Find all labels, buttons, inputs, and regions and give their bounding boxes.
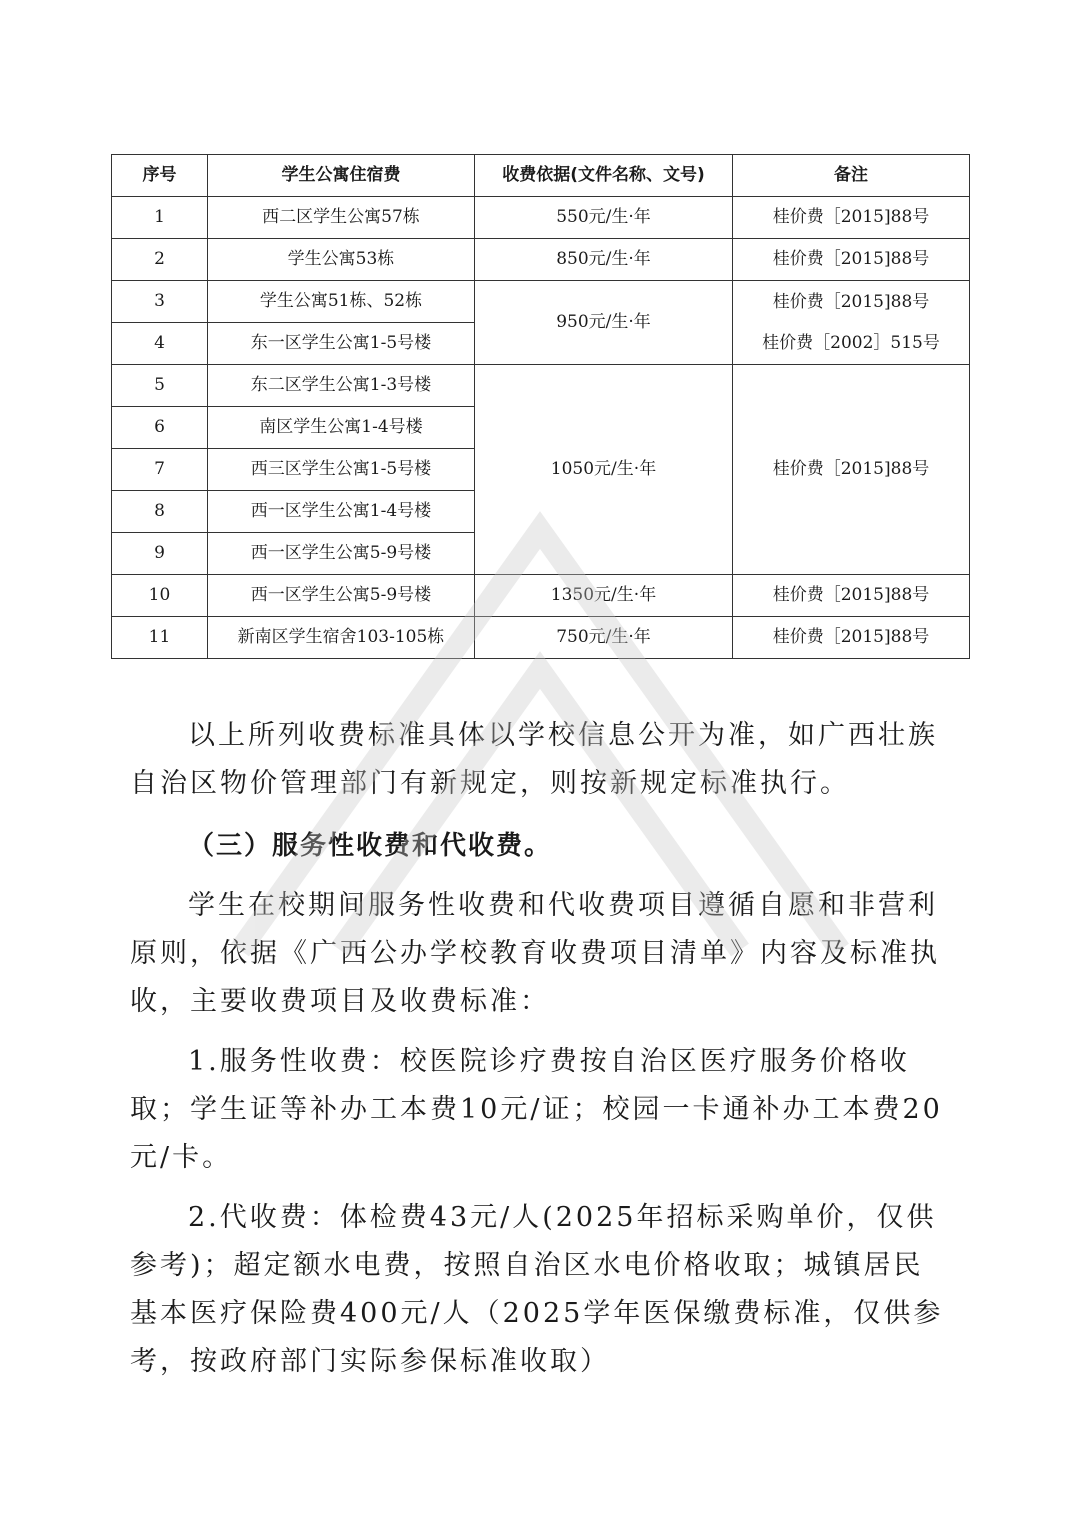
row-name: 西一区学生公寓1-4号楼	[208, 491, 475, 533]
note-line: 桂价费［2002］515号	[762, 332, 940, 353]
row-note: 桂价费［2015]88号	[733, 239, 970, 281]
table-row	[112, 617, 970, 659]
row-no: 7	[112, 449, 208, 491]
row-fee: 550元/生·年	[475, 197, 733, 239]
row-no: 10	[112, 575, 208, 617]
row-no: 8	[112, 491, 208, 533]
row-name: 学生公寓53栋	[208, 239, 475, 281]
row-fee: 850元/生·年	[475, 239, 733, 281]
row-fee: 1350元/生·年	[475, 575, 733, 617]
paragraph-service-fee-intro: 学生在校期间服务性收费和代收费项目遵循自愿和非营利原则，依据《广西公办学校教育收费项目清单》内容及标准执收，主要收费项目及收费标准：	[130, 890, 940, 1017]
paragraph-fee-standard-note: 以上所列收费标准具体以学校信息公开为准，如广西壮族自治区物价管理部门有新规定，则按新规定标准执行。	[130, 720, 938, 799]
row-name: 西二区学生公寓57栋	[208, 197, 475, 239]
table-row	[112, 239, 970, 281]
note-line: 桂价费［2015]88号	[772, 291, 930, 312]
row-note: 桂价费［2015]88号	[733, 617, 970, 659]
table-row	[112, 197, 970, 239]
accommodation-fee-table	[111, 154, 970, 659]
row-no: 6	[112, 407, 208, 449]
row-no: 11	[112, 617, 208, 659]
row-note: 桂价费［2015]88号	[733, 197, 970, 239]
row-no: 4	[112, 323, 208, 365]
header-dorm-fee: 学生公寓住宿费	[208, 155, 475, 197]
row-fee-merged: 1050元/生·年	[475, 365, 733, 575]
header-no: 序号	[112, 155, 208, 197]
row-no: 9	[112, 533, 208, 575]
row-name: 学生公寓51栋、52栋	[208, 281, 475, 323]
document-body	[130, 712, 950, 1386]
row-name: 西一区学生公寓5-9号楼	[208, 575, 475, 617]
header-note: 备注	[733, 155, 970, 197]
row-fee: 750元/生·年	[475, 617, 733, 659]
row-name: 西一区学生公寓5-9号楼	[208, 533, 475, 575]
row-name: 东一区学生公寓1-5号楼	[208, 323, 475, 365]
row-no: 3	[112, 281, 208, 323]
row-name: 南区学生公寓1-4号楼	[208, 407, 475, 449]
row-no: 2	[112, 239, 208, 281]
section-heading: （三）服务性收费和代收费。	[188, 831, 553, 861]
row-fee-merged: 950元/生·年	[475, 281, 733, 365]
row-no: 1	[112, 197, 208, 239]
paragraph-service-fees: 1.服务性收费：校医院诊疗费按自治区医疗服务价格收取；学生证等补办工本费10元/证；校园一卡通补办工本费20元/卡。	[130, 1046, 943, 1173]
row-note-merged	[733, 281, 970, 365]
row-name: 东二区学生公寓1-3号楼	[208, 365, 475, 407]
row-name: 西三区学生公寓1-5号楼	[208, 449, 475, 491]
row-note-merged: 桂价费［2015]88号	[733, 365, 970, 575]
table-row	[112, 365, 970, 407]
table-row	[112, 281, 970, 323]
paragraph-collected-fees: 2.代收费：体检费43元/人(2025年招标采购单价，仅供参考)；超定额水电费，按照自治区水电价格收取；城镇居民基本医疗保险费400元/人（2025学年医保缴费标准，仅供参考，按政府部门实际参保标准收取）	[130, 1202, 944, 1377]
header-basis: 收费依据(文件名称、文号)	[475, 155, 733, 197]
row-no: 5	[112, 365, 208, 407]
row-note: 桂价费［2015]88号	[733, 575, 970, 617]
table-row	[112, 575, 970, 617]
table-header-row	[112, 155, 970, 197]
row-name: 新南区学生宿舍103-105栋	[208, 617, 475, 659]
